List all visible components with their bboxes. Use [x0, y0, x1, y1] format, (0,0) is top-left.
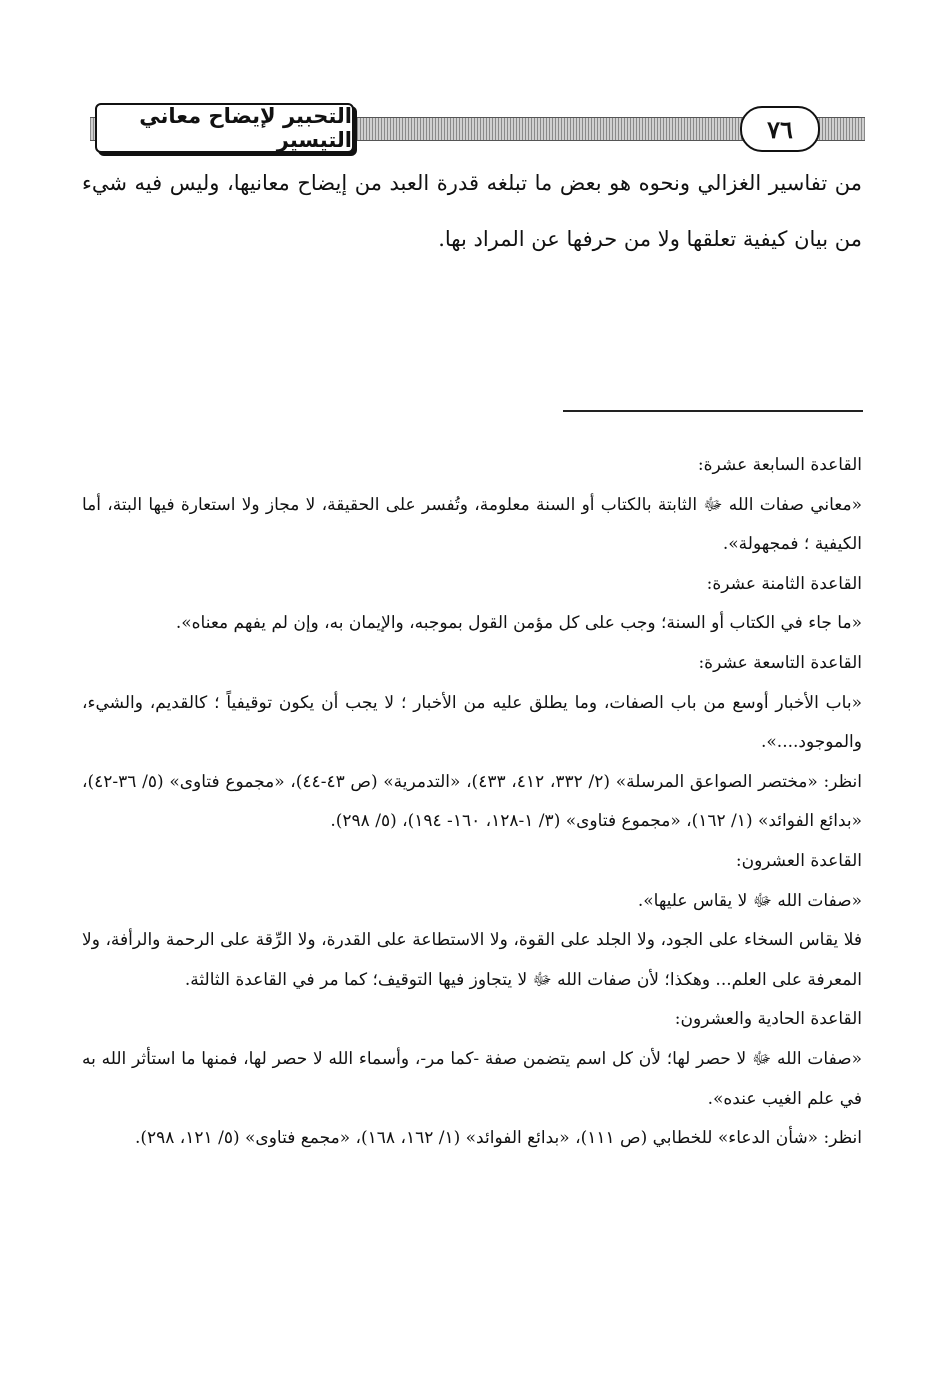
page-number: ٧٦ [740, 106, 820, 152]
footnote-quote: «ما جاء في الكتاب أو السنة؛ وجب على كل مؤمن القول بموجبه، والإيمان به، وإن لم يفهم معناه». [175, 613, 862, 634]
footnote-quote: «صفات الله ﷻ لا يقاس عليها». [637, 890, 862, 911]
page-header [90, 100, 865, 160]
main-text [82, 155, 862, 267]
footnote-heading: القاعدة التاسعة عشرة: [698, 652, 862, 673]
footnote-quote: «باب الأخبار أوسع من باب الصفات، وما يطلق عليه من الأخبار ؛ لا يجب أن يكون توقيفياً ؛ كالقديم، والشيء، والموجود....». [82, 692, 862, 753]
footnote-heading: القاعدة الحادية والعشرون: [674, 1009, 862, 1030]
footnote-heading: القاعدة السابعة عشرة: [697, 455, 862, 475]
footnote-reference: انظر: «مختصر الصواعق المرسلة» (٢/ ٣٣٢، ٤١٢، ٤٣٣)، «التدمرية» (ص ٤٣-٤٤)، «مجموع فتاوى» (٥/ ٣٦-٤٢)، «بدائع الفوائد» (١/ ١٦٢)، «مجموع فتاوى» (٣/ ١-١٢٨، ١٦٠- ١٩٤)، (٥/ ٢٩٨). [82, 771, 863, 832]
footnote-heading: القاعدة الثامنة عشرة: [706, 573, 862, 594]
footnote-separator [563, 410, 863, 412]
footnote-explanation: فلا يقاس السخاء على الجود، ولا الجلد على القوة، ولا الاستطاعة على القدرة، ولا الرِّقة على الرحمة والرأفة، ولا المعرفة على العلم... وهكذا؛ لأن صفات الله ﷻ لا يتجاوز فيها التوقيف؛ كما مر في القاعدة الثالثة. [82, 930, 862, 990]
footnote-heading: القاعدة العشرون: [735, 850, 862, 871]
footnote-reference: انظر: «شأن الدعاء» للخطابي (ص ١١١)، «بدائع الفوائد» (١/ ١٦٢، ١٦٨)، «مجمع فتاوى» (٥/ ١٢١، ٢٩٨). [134, 1128, 862, 1149]
footnotes [82, 446, 862, 1159]
main-paragraph: من تفاسير الغزالي ونحوه هو بعض ما تبلغه قدرة العبد من إيضاح معانيها، وليس فيه شيء من بيان كيفية تعلقها ولا من حرفها عن المراد بها. [82, 171, 862, 251]
footnote-quote: «صفات الله ﷻ لا حصر لها؛ لأن كل اسم يتضمن صفة -كما مر-، وأسماء الله لا حصر لها، فمنها ما استأثر الله به في علم الغيب عنده». [82, 1048, 862, 1109]
book-title: التحبير لإيضاح معاني التيسير [95, 103, 354, 153]
footnote-quote: «معاني صفات الله ﷻ الثابتة بالكتاب أو السنة معلومة، وتُفسر على الحقيقة، لا مجاز ولا استعارة فيها البتة، أما الكيفية ؛ فمجهولة». [82, 494, 862, 555]
